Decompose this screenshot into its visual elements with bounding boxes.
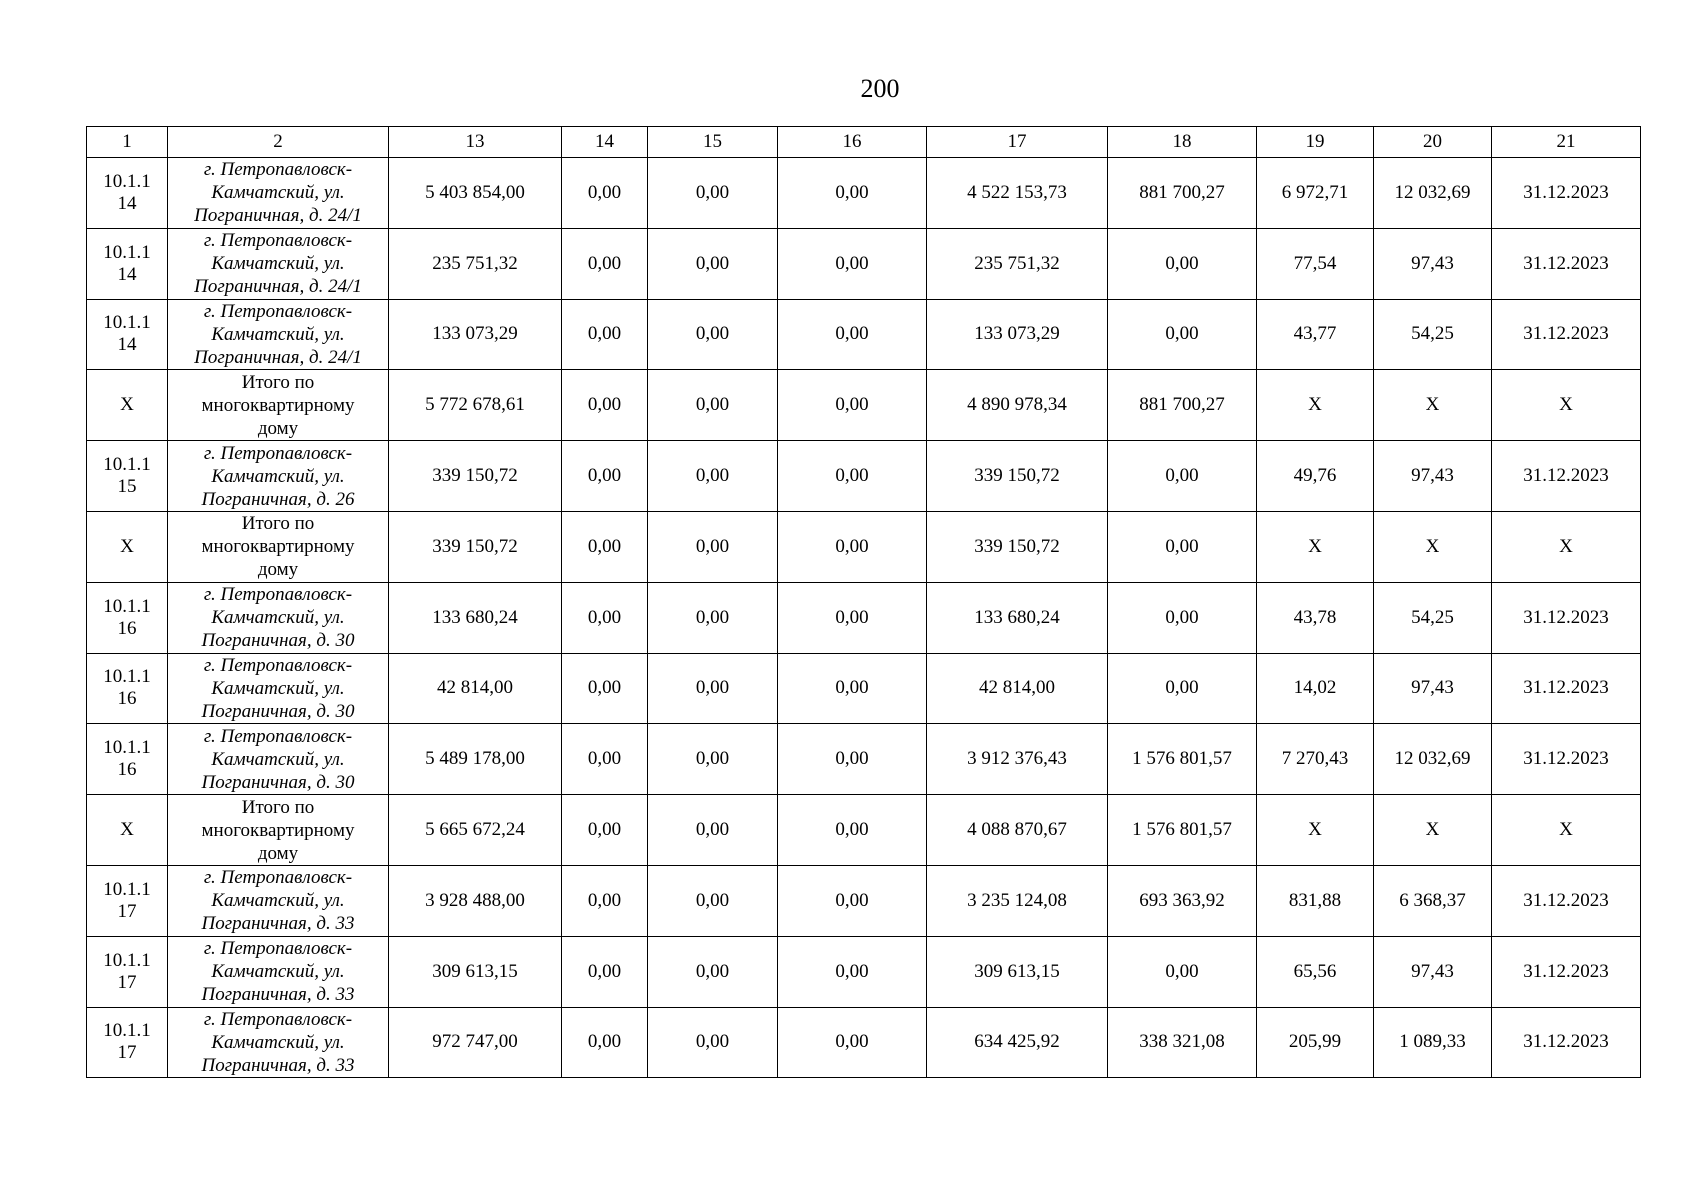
row-number-cell: X xyxy=(87,795,168,866)
address-cell: г. Петропавловск- Камчатский, ул. Пограничная, д. 24/1 xyxy=(168,158,389,229)
value-cell-18: 0,00 xyxy=(1108,228,1257,299)
value-cell-14: 0,00 xyxy=(562,582,648,653)
value-cell-19: 43,78 xyxy=(1257,582,1374,653)
value-cell-14: 0,00 xyxy=(562,370,648,441)
header-cell: 13 xyxy=(389,127,562,158)
header-cell: 20 xyxy=(1374,127,1492,158)
value-cell-21: 31.12.2023 xyxy=(1492,158,1641,229)
value-cell-16: 0,00 xyxy=(778,582,927,653)
value-cell-14: 0,00 xyxy=(562,1007,648,1078)
value-cell-19: 49,76 xyxy=(1257,441,1374,512)
value-cell-15: 0,00 xyxy=(648,795,778,866)
value-cell-16: 0,00 xyxy=(778,228,927,299)
value-cell-17: 634 425,92 xyxy=(927,1007,1108,1078)
value-cell-17: 3 912 376,43 xyxy=(927,724,1108,795)
value-cell-13: 339 150,72 xyxy=(389,441,562,512)
header-cell: 16 xyxy=(778,127,927,158)
value-cell-15: 0,00 xyxy=(648,1007,778,1078)
table-row xyxy=(87,582,1641,653)
row-number-cell: X xyxy=(87,370,168,441)
value-cell-20: 97,43 xyxy=(1374,228,1492,299)
value-cell-17: 3 235 124,08 xyxy=(927,865,1108,936)
value-cell-13: 5 772 678,61 xyxy=(389,370,562,441)
table-row xyxy=(87,936,1641,1007)
value-cell-18: 0,00 xyxy=(1108,441,1257,512)
value-cell-13: 5 403 854,00 xyxy=(389,158,562,229)
value-cell-18: 693 363,92 xyxy=(1108,865,1257,936)
value-cell-15: 0,00 xyxy=(648,158,778,229)
value-cell-13: 133 073,29 xyxy=(389,299,562,370)
header-cell: 19 xyxy=(1257,127,1374,158)
value-cell-14: 0,00 xyxy=(562,228,648,299)
value-cell-14: 0,00 xyxy=(562,724,648,795)
value-cell-17: 235 751,32 xyxy=(927,228,1108,299)
header-cell: 14 xyxy=(562,127,648,158)
value-cell-20: X xyxy=(1374,511,1492,582)
value-cell-21: 31.12.2023 xyxy=(1492,582,1641,653)
address-cell: Итого по многоквартирному дому xyxy=(168,370,389,441)
data-table xyxy=(86,126,1641,1078)
value-cell-18: 0,00 xyxy=(1108,653,1257,724)
header-cell: 15 xyxy=(648,127,778,158)
value-cell-13: 5 665 672,24 xyxy=(389,795,562,866)
address-cell: г. Петропавловск- Камчатский, ул. Пограничная, д. 24/1 xyxy=(168,299,389,370)
value-cell-13: 972 747,00 xyxy=(389,1007,562,1078)
value-cell-19: X xyxy=(1257,795,1374,866)
header-cell: 21 xyxy=(1492,127,1641,158)
value-cell-14: 0,00 xyxy=(562,653,648,724)
address-cell: г. Петропавловск- Камчатский, ул. Пограничная, д. 33 xyxy=(168,936,389,1007)
value-cell-17: 133 073,29 xyxy=(927,299,1108,370)
value-cell-18: 1 576 801,57 xyxy=(1108,724,1257,795)
row-number-cell: 10.1.1 15 xyxy=(87,441,168,512)
row-number-cell: X xyxy=(87,511,168,582)
header-cell: 1 xyxy=(87,127,168,158)
value-cell-18: 0,00 xyxy=(1108,511,1257,582)
value-cell-14: 0,00 xyxy=(562,795,648,866)
value-cell-15: 0,00 xyxy=(648,653,778,724)
value-cell-21: 31.12.2023 xyxy=(1492,1007,1641,1078)
table-row xyxy=(87,865,1641,936)
value-cell-20: 12 032,69 xyxy=(1374,158,1492,229)
value-cell-16: 0,00 xyxy=(778,795,927,866)
value-cell-18: 338 321,08 xyxy=(1108,1007,1257,1078)
row-number-cell: 10.1.1 17 xyxy=(87,936,168,1007)
row-number-cell: 10.1.1 16 xyxy=(87,724,168,795)
value-cell-18: 881 700,27 xyxy=(1108,370,1257,441)
row-number-cell: 10.1.1 16 xyxy=(87,582,168,653)
value-cell-14: 0,00 xyxy=(562,158,648,229)
value-cell-18: 0,00 xyxy=(1108,936,1257,1007)
value-cell-15: 0,00 xyxy=(648,865,778,936)
value-cell-16: 0,00 xyxy=(778,370,927,441)
value-cell-17: 42 814,00 xyxy=(927,653,1108,724)
row-number-cell: 10.1.1 16 xyxy=(87,653,168,724)
value-cell-20: 97,43 xyxy=(1374,936,1492,1007)
table-row xyxy=(87,370,1641,441)
value-cell-17: 4 088 870,67 xyxy=(927,795,1108,866)
address-cell: г. Петропавловск- Камчатский, ул. Пограничная, д. 33 xyxy=(168,865,389,936)
value-cell-21: 31.12.2023 xyxy=(1492,299,1641,370)
value-cell-19: 65,56 xyxy=(1257,936,1374,1007)
header-cell: 2 xyxy=(168,127,389,158)
value-cell-21: 31.12.2023 xyxy=(1492,865,1641,936)
value-cell-16: 0,00 xyxy=(778,936,927,1007)
value-cell-19: 43,77 xyxy=(1257,299,1374,370)
value-cell-20: X xyxy=(1374,370,1492,441)
header-cell: 17 xyxy=(927,127,1108,158)
header-cell: 18 xyxy=(1108,127,1257,158)
value-cell-17: 4 890 978,34 xyxy=(927,370,1108,441)
table-row xyxy=(87,653,1641,724)
value-cell-21: 31.12.2023 xyxy=(1492,653,1641,724)
value-cell-20: 54,25 xyxy=(1374,299,1492,370)
value-cell-13: 339 150,72 xyxy=(389,511,562,582)
value-cell-16: 0,00 xyxy=(778,724,927,795)
value-cell-19: 14,02 xyxy=(1257,653,1374,724)
value-cell-13: 3 928 488,00 xyxy=(389,865,562,936)
table-row xyxy=(87,1007,1641,1078)
value-cell-13: 5 489 178,00 xyxy=(389,724,562,795)
row-number-cell: 10.1.1 17 xyxy=(87,865,168,936)
value-cell-15: 0,00 xyxy=(648,370,778,441)
value-cell-19: 7 270,43 xyxy=(1257,724,1374,795)
address-cell: г. Петропавловск- Камчатский, ул. Пограничная, д. 30 xyxy=(168,724,389,795)
value-cell-19: 6 972,71 xyxy=(1257,158,1374,229)
value-cell-13: 309 613,15 xyxy=(389,936,562,1007)
address-cell: г. Петропавловск- Камчатский, ул. Пограничная, д. 24/1 xyxy=(168,228,389,299)
table-row xyxy=(87,158,1641,229)
value-cell-20: 6 368,37 xyxy=(1374,865,1492,936)
row-number-cell: 10.1.1 17 xyxy=(87,1007,168,1078)
value-cell-21: 31.12.2023 xyxy=(1492,228,1641,299)
value-cell-21: 31.12.2023 xyxy=(1492,441,1641,512)
address-cell: Итого по многоквартирному дому xyxy=(168,795,389,866)
row-number-cell: 10.1.1 14 xyxy=(87,158,168,229)
address-cell: г. Петропавловск- Камчатский, ул. Пограничная, д. 30 xyxy=(168,653,389,724)
value-cell-16: 0,00 xyxy=(778,1007,927,1078)
value-cell-17: 4 522 153,73 xyxy=(927,158,1108,229)
value-cell-15: 0,00 xyxy=(648,299,778,370)
value-cell-16: 0,00 xyxy=(778,865,927,936)
value-cell-17: 339 150,72 xyxy=(927,511,1108,582)
header-row xyxy=(87,127,1641,158)
value-cell-20: 12 032,69 xyxy=(1374,724,1492,795)
value-cell-20: 97,43 xyxy=(1374,653,1492,724)
value-cell-19: X xyxy=(1257,511,1374,582)
value-cell-19: 205,99 xyxy=(1257,1007,1374,1078)
row-number-cell: 10.1.1 14 xyxy=(87,299,168,370)
value-cell-13: 133 680,24 xyxy=(389,582,562,653)
value-cell-14: 0,00 xyxy=(562,936,648,1007)
value-cell-19: 831,88 xyxy=(1257,865,1374,936)
value-cell-13: 42 814,00 xyxy=(389,653,562,724)
value-cell-15: 0,00 xyxy=(648,936,778,1007)
value-cell-17: 133 680,24 xyxy=(927,582,1108,653)
value-cell-20: 54,25 xyxy=(1374,582,1492,653)
table-row xyxy=(87,511,1641,582)
row-number-cell: 10.1.1 14 xyxy=(87,228,168,299)
value-cell-14: 0,00 xyxy=(562,511,648,582)
table-row xyxy=(87,795,1641,866)
value-cell-16: 0,00 xyxy=(778,653,927,724)
value-cell-21: X xyxy=(1492,795,1641,866)
value-cell-21: 31.12.2023 xyxy=(1492,724,1641,795)
value-cell-17: 339 150,72 xyxy=(927,441,1108,512)
address-cell: г. Петропавловск- Камчатский, ул. Пограничная, д. 30 xyxy=(168,582,389,653)
address-cell: г. Петропавловск- Камчатский, ул. Пограничная, д. 33 xyxy=(168,1007,389,1078)
value-cell-15: 0,00 xyxy=(648,511,778,582)
value-cell-20: 1 089,33 xyxy=(1374,1007,1492,1078)
value-cell-18: 0,00 xyxy=(1108,582,1257,653)
value-cell-18: 1 576 801,57 xyxy=(1108,795,1257,866)
value-cell-14: 0,00 xyxy=(562,865,648,936)
value-cell-21: 31.12.2023 xyxy=(1492,936,1641,1007)
table-row xyxy=(87,228,1641,299)
address-cell: г. Петропавловск- Камчатский, ул. Пограничная, д. 26 xyxy=(168,441,389,512)
value-cell-18: 881 700,27 xyxy=(1108,158,1257,229)
value-cell-15: 0,00 xyxy=(648,441,778,512)
value-cell-15: 0,00 xyxy=(648,724,778,795)
value-cell-20: 97,43 xyxy=(1374,441,1492,512)
value-cell-15: 0,00 xyxy=(648,228,778,299)
value-cell-17: 309 613,15 xyxy=(927,936,1108,1007)
value-cell-19: X xyxy=(1257,370,1374,441)
value-cell-16: 0,00 xyxy=(778,299,927,370)
value-cell-14: 0,00 xyxy=(562,441,648,512)
value-cell-21: X xyxy=(1492,370,1641,441)
value-cell-14: 0,00 xyxy=(562,299,648,370)
table-row xyxy=(87,441,1641,512)
value-cell-19: 77,54 xyxy=(1257,228,1374,299)
value-cell-13: 235 751,32 xyxy=(389,228,562,299)
value-cell-20: X xyxy=(1374,795,1492,866)
value-cell-21: X xyxy=(1492,511,1641,582)
address-cell: Итого по многоквартирному дому xyxy=(168,511,389,582)
value-cell-16: 0,00 xyxy=(778,441,927,512)
table-row xyxy=(87,299,1641,370)
page-number: 200 xyxy=(860,74,900,103)
value-cell-16: 0,00 xyxy=(778,158,927,229)
table-row xyxy=(87,724,1641,795)
value-cell-15: 0,00 xyxy=(648,582,778,653)
value-cell-18: 0,00 xyxy=(1108,299,1257,370)
value-cell-16: 0,00 xyxy=(778,511,927,582)
